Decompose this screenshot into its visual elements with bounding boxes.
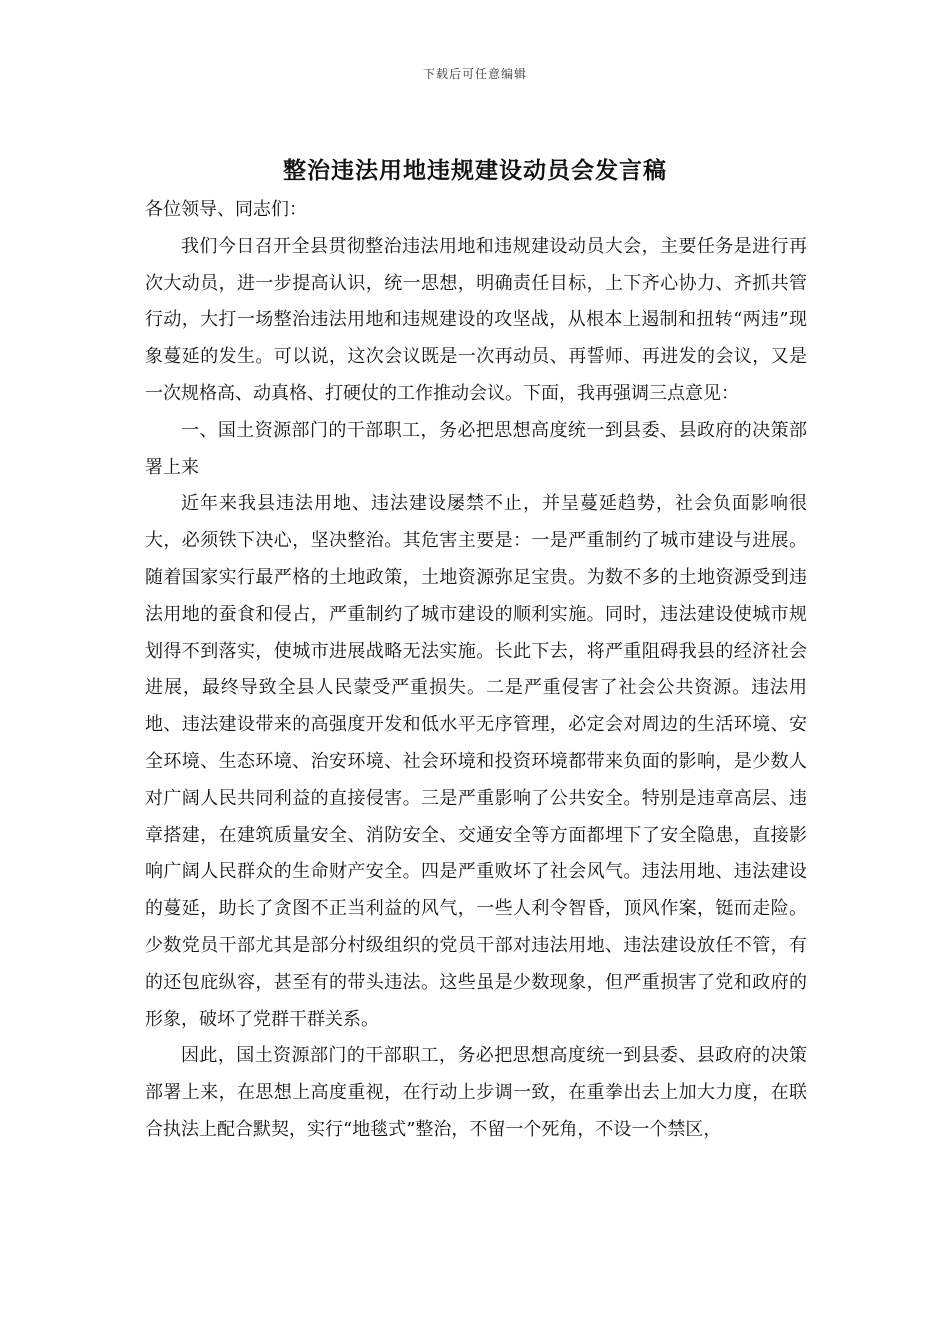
document-body — [145, 192, 807, 1149]
paragraph-intro: 我们今日召开全县贯彻整治违法用地和违规建设动员大会，主要任务是进行再次大动员，进一步提高认识，统一思想，明确责任目标，上下齐心协力、齐抓共管行动，大打一场整治违法用地和违规建设的攻坚战，从根本上遏制和扭转“两违”现象蔓延的发生。可以说，这次会议既是一次再动员、再誓师、再进发的会议，又是一次规格高、动真格、打硬仗的工作推动会议。下面，我再强调三点意见： — [145, 235, 807, 404]
paragraph-conclusion: 因此，国土资源部门的干部职工，务必把思想高度统一到县委、县政府的决策部署上来，在思想上高度重视，在行动上步调一致，在重拳出去上加大力度，在联合执法上配合默契，实行“地毯式”整治，不留一个死角，不设一个禁区， — [145, 1045, 807, 1140]
section-heading-1: 一、国土资源部门的干部职工，务必把思想高度统一到县委、县政府的决策部署上来 — [145, 419, 807, 478]
paragraph-harms: 近年来我县违法用地、违法建设屡禁不止，并呈蔓延趋势，社会负面影响很大，必须铁下决心，坚决整治。其危害主要是：一是严重制约了城市建设与进展。随着国家实行最严格的土地政策，土地资源弥足宝贵。为数不多的土地资源受到违法用地的蚕食和侵占，严重制约了城市建设的顺利实施。同时，违法建设使城市规划得不到落实，使城市进展战略无法实施。长此下去，将严重阻碍我县的经济社会进展，最终导致全县人民蒙受严重损失。二是严重侵害了社会公共资源。违法用地、违法建设带来的高强度开发和低水平无序管理，必定会对周边的生活环境、安全环境、生态环境、治安环境、社会环境和投资环境都带来负面的影响，是少数人对广阔人民共同利益的直接侵害。三是严重影响了公共安全。特别是违章高层、违章搭建，在建筑质量安全、消防安全、交通安全等方面都埋下了安全隐患，直接影响广阔人民群众的生命财产安全。四是严重败坏了社会风气。违法用地、违法建设的蔓延，助长了贪图不正当利益的风气，一些人利令智昏，顶风作案，铤而走险。少数党员干部尤其是部分村级组织的党员干部对违法用地、违法建设放任不管，有的还包庇纵容，甚至有的带头违法。这些虽是少数现象，但严重损害了党和政府的形象，破坏了党群干群关系。 — [145, 493, 807, 1030]
header-note: 下载后可任意编辑 — [422, 67, 527, 81]
document-title: 整治违法用地违规建设动员会发言稿 — [283, 157, 667, 184]
salutation: 各位领导、同志们： — [145, 199, 307, 220]
